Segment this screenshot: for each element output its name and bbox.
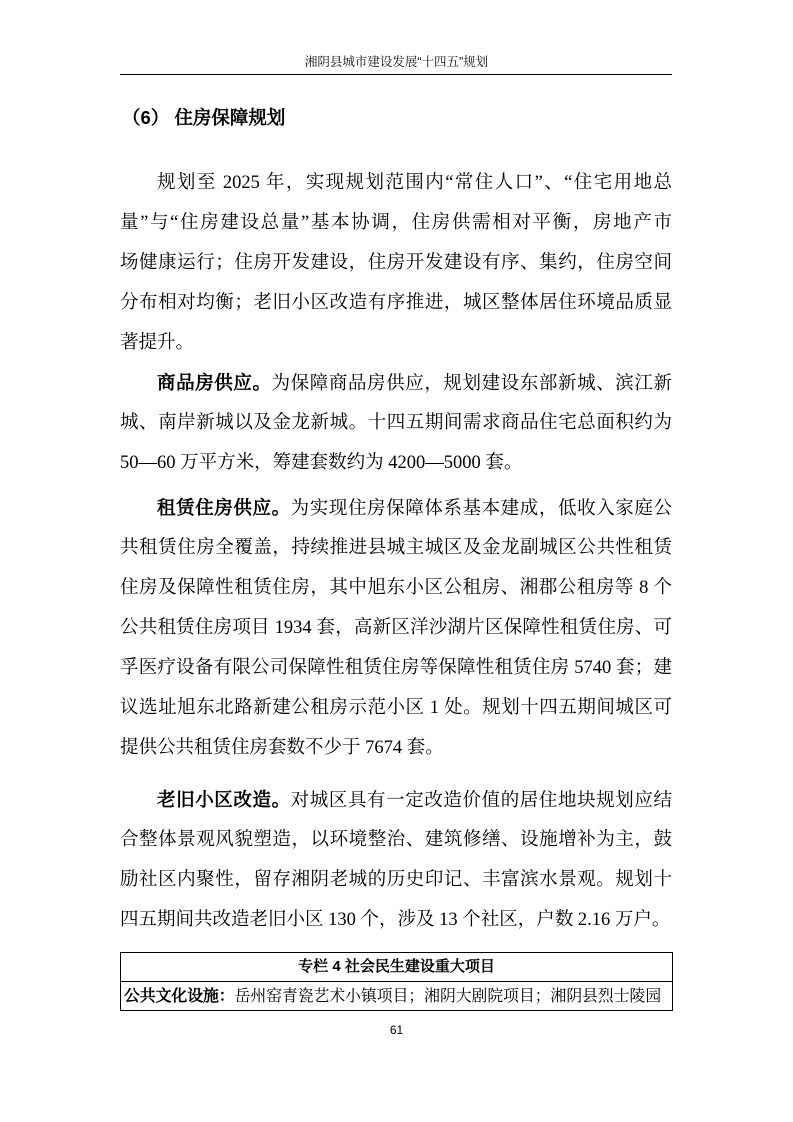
- lead-term: 老旧小区改造。: [157, 789, 291, 810]
- paragraph-commercial-housing: [120, 363, 672, 483]
- paragraph-line-text: 为实现住房保障体系基本建成，低收入家庭公: [290, 499, 672, 519]
- paragraph-line: [120, 780, 672, 820]
- paragraph-line: 著提升。: [120, 333, 195, 353]
- paragraph-line: 孚医疗设备有限公司保障性租赁住房等保障性租赁住房 5740 套；建: [120, 658, 672, 678]
- paragraph-line: 合整体景观风貌塑造，以环境整治、建筑修缮、设施增补为主，鼓: [120, 830, 672, 850]
- paragraph-line: [120, 488, 672, 528]
- column-box-title: 专栏 4 社会民生建设重大项目: [121, 953, 672, 982]
- lead-term: 商品房供应。: [157, 372, 272, 393]
- paragraph-rental-housing: [120, 488, 672, 768]
- paragraph-line: 公共租赁住房项目 1934 套，高新区洋沙湖片区保障性租赁住房、可: [120, 618, 672, 638]
- paragraph-housing-goals: [120, 163, 672, 363]
- paragraph-line: 四五期间共改造老旧小区 130 个，涉及 13 个社区，户数 2.16 万户。: [120, 910, 671, 930]
- page-number: 61: [389, 1023, 404, 1037]
- paragraph-old-community-renovation: [120, 780, 672, 940]
- running-header-title: 湘阴县城市建设发展“十四五”规划: [304, 55, 489, 69]
- paragraph-line: 住房及保障性租赁住房，其中旭东小区公租房、湘郡公租房等 8 个: [120, 578, 672, 598]
- paragraph-line: 50—60 万平方米，筹建套数约为 4200—5000 套。: [120, 453, 523, 473]
- paragraph-line: 分布相对均衡；老旧小区改造有序推进，城区整体居住环境品质显: [120, 293, 672, 313]
- column-box-row-label: 公共文化设施：: [124, 988, 235, 1005]
- lead-term: 租赁住房供应。: [157, 497, 291, 518]
- column-box-row: [121, 982, 672, 1011]
- paragraph-line-text: 为保障商品房供应，规划建设东部新城、滨江新: [271, 374, 672, 394]
- column-box: [120, 952, 673, 1011]
- paragraph-line: 励社区内聚性，留存湘阴老城的历史印记、丰富滨水景观。规划十: [120, 870, 672, 890]
- paragraph-line: 城、南岸新城以及金龙新城。十四五期间需求商品住宅总面积约为: [120, 413, 672, 433]
- paragraph-line: 提供公共租赁住房套数不少于 7674 套。: [120, 738, 444, 758]
- paragraph-line: [120, 363, 672, 403]
- column-box-row-text: 岳州窑青瓷艺术小镇项目；湘阴大剧院项目；湘阴县烈士陵园: [234, 988, 662, 1005]
- section-heading: （6） 住房保障规划: [122, 107, 286, 128]
- paragraph-line-text: 对城区具有一定改造价值的居住地块规划应结: [290, 791, 672, 811]
- paragraph-line: 议选址旭东北路新建公租房示范小区 1 处。规划十四五期间城区可: [120, 698, 672, 718]
- paragraph-line: 量”与“住房建设总量”基本协调，住房供需相对平衡，房地产市: [120, 213, 672, 233]
- paragraph-line: 场健康运行；住房开发建设，住房开发建设有序、集约，住房空间: [120, 253, 672, 273]
- paragraph-line: 共租赁住房全覆盖，持续推进县城主城区及金龙副城区公共性租赁: [120, 538, 672, 558]
- header-rule: [120, 74, 672, 75]
- paragraph-line: 规划至 2025 年，实现规划范围内“常住人口”、“住宅用地总: [157, 173, 672, 193]
